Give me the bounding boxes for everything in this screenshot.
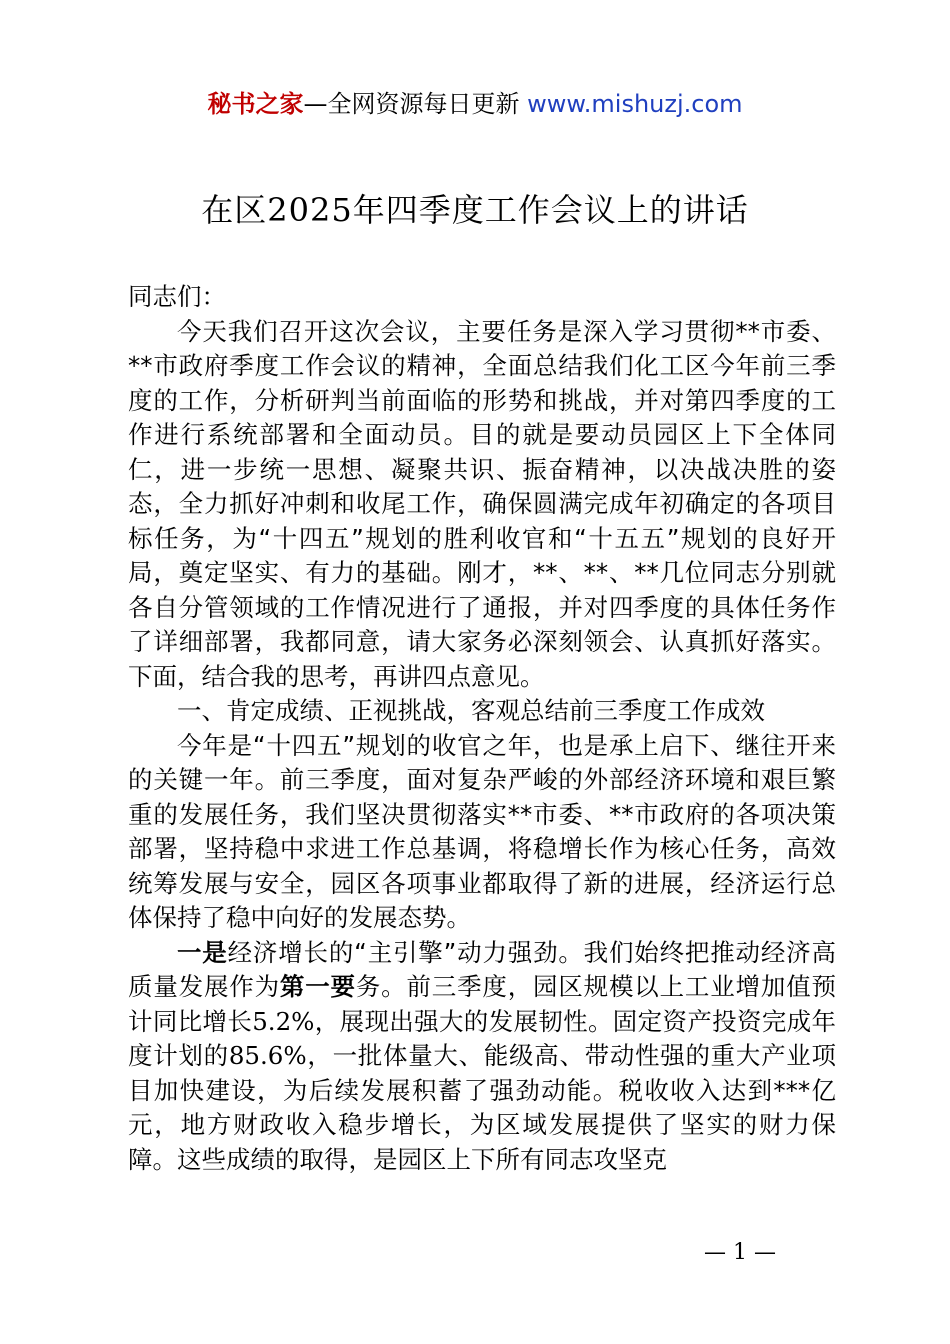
paragraph-point-one (128, 936, 836, 1178)
paragraph-overview: 今年是“十四五”规划的收官之年，也是承上启下、继往开来的关键一年。前三季度，面对复杂严峻的外部经济环境和艰巨繁重的发展任务，我们坚决贯彻落实**市委、**市政府的各项决策部署，坚持稳中求进工作总基调，将稳增长作为核心任务，高效统筹发展与安全，园区各项事业都取得了新的进展，经济运行总体保持了稳中向好的发展态势。 (128, 730, 836, 932)
point-text-1: 经济增长的“主引擎”动力强劲。我们始终把推动经济高质量发展作为 (128, 937, 836, 1001)
paragraph-intro: 今天我们召开这次会议，主要任务是深入学习贯彻**市委、**市政府季度工作会议的精神，全面总结我们化工区今年前三季度的工作，分析研判当前面临的形势和挑战，并对第四季度的工作进行系统部署和全面动员。目的就是要动员园区上下全体同仁，进一步统一思想、凝聚共识、振奋精神，以决战决胜的姿态，全力抓好冲刺和收尾工作，确保圆满完成年初确定的各项目标任务，为“十四五”规划的胜利收官和“十五五”规划的良好开局，奠定坚实、有力的基础。刚才，**、**、**几位同志分别就各自分管领域的工作情况进行了通报，并对四季度的具体任务作了详细部署，我都同意，请大家务必深刻领会、认真抓好落实。下面，结合我的思考，再讲四点意见。 (128, 316, 836, 691)
document-title: 在区2025年四季度工作会议上的讲话 (201, 191, 749, 229)
point-text-2: 务。前三季度，园区规模以上工业增加值预计同比增长 (128, 972, 837, 1036)
page-number: — 1 — (704, 1240, 776, 1265)
site-tagline: —全网资源每日更新 (303, 90, 528, 118)
point-text-3: ，展现出强大的发展韧性。固定资产投资完成年度计划的 (128, 1006, 837, 1070)
point-lead: 一是 (177, 937, 228, 967)
point-text-4: ，一批体量大、能级高、带动性强的重大产业项目加快建设，为后续发展积蓄了强劲动能。税收收入达到***亿元，地方财政收入稳步增长，为区域发展提供了坚实的财力保障。这些成绩的取得，是园区上下所有同志攻坚克 (128, 1041, 837, 1174)
point-emphasis: 第一要 (279, 972, 356, 1001)
investment-rate: 85.6% (228, 1041, 307, 1070)
section-heading: 一、肯定成绩、正视挑战，客观总结前三季度工作成效 (177, 696, 765, 725)
growth-rate: 5.2% (252, 1006, 315, 1036)
site-url: www.mishuzj.com (527, 90, 743, 118)
site-brand: 秘书之家 (207, 90, 304, 118)
site-banner (0, 86, 950, 122)
salutation: 同志们： (128, 282, 226, 311)
document-body (128, 280, 836, 1177)
